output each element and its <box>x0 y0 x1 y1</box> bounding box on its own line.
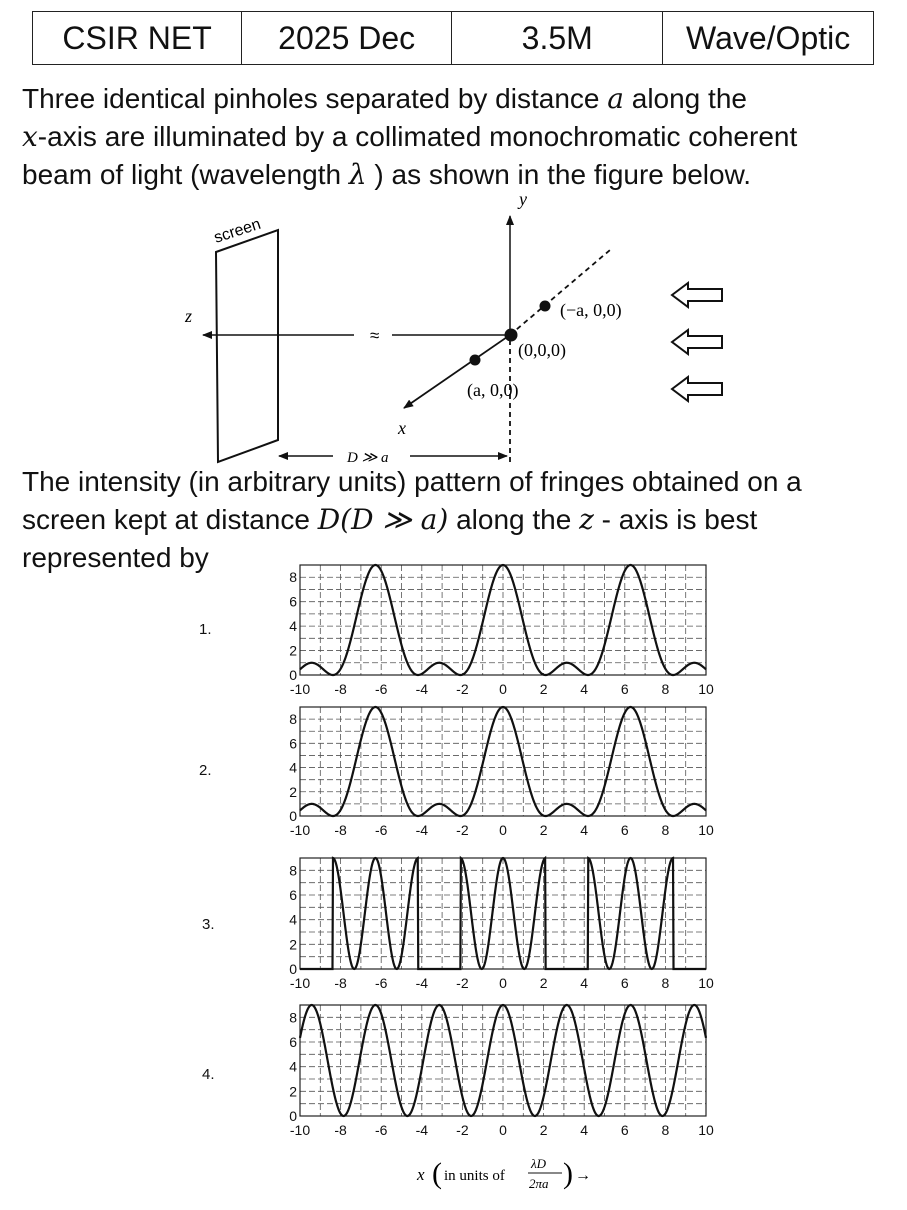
y-tick-label: 4 <box>289 911 297 928</box>
x-tick-label: 10 <box>698 1122 714 1138</box>
x-tick-label: -4 <box>415 975 429 991</box>
x-tick-label: 0 <box>499 1122 507 1138</box>
x-tick-label: 4 <box>580 975 589 991</box>
x-tick-label: 2 <box>539 822 548 838</box>
math-var: z <box>579 503 594 536</box>
y-tick-label: 0 <box>289 667 297 683</box>
point-neg-a-label: (−a, 0,0) <box>560 300 622 320</box>
y-tick-label: 8 <box>289 711 297 728</box>
x-tick-label: 0 <box>499 822 507 838</box>
caption-denominator: 2πa <box>529 1176 549 1191</box>
math-var: x <box>22 120 38 153</box>
x-tick-label: 10 <box>698 975 714 991</box>
y-tick-label: 0 <box>289 961 297 977</box>
x-tick-label: -6 <box>374 681 388 697</box>
x-tick-label: -2 <box>456 822 469 838</box>
x-tick-label: 0 <box>499 681 507 697</box>
x-tick-label: -10 <box>289 1122 311 1138</box>
x-tick-label: 4 <box>580 681 589 697</box>
x-tick-label: -8 <box>334 822 347 838</box>
text-span: ) as shown in the figure below. <box>366 159 752 190</box>
x-tick-label: 4 <box>580 822 589 838</box>
text-span: represented by <box>22 542 209 573</box>
x-tick-label: -10 <box>289 681 311 697</box>
y-tick-label: 2 <box>289 936 297 953</box>
x-tick-label: 10 <box>698 822 714 838</box>
x-tick-label: -8 <box>334 1122 347 1138</box>
option-label-2: 2. <box>199 762 212 779</box>
math-var: a <box>607 82 624 115</box>
y-tick-label: 8 <box>289 569 297 586</box>
text-span: screen kept at distance <box>22 504 318 535</box>
x-tick-label: -2 <box>456 975 469 991</box>
x-tick-label: -6 <box>374 1122 388 1138</box>
x-tick-label: 10 <box>698 681 714 697</box>
text-span: - axis is best <box>593 504 758 535</box>
x-tick-label: 8 <box>661 822 670 838</box>
math-var: λ <box>348 158 367 191</box>
y-tick-label: 8 <box>289 1009 297 1026</box>
caption-var: x <box>417 1165 425 1184</box>
option-label-1: 1. <box>199 621 212 638</box>
x-tick-label: -8 <box>334 681 347 697</box>
point-origin-label: (0,0,0) <box>518 340 566 360</box>
x-tick-label: 6 <box>620 975 629 991</box>
x-tick-label: 2 <box>539 975 548 991</box>
y-tick-label: 6 <box>289 1034 297 1050</box>
math-expr: D(D ≫ a) <box>317 503 449 536</box>
xaxis-caption <box>405 1150 595 1200</box>
distance-label: D ≫ a <box>347 450 389 466</box>
y-label: y <box>519 189 527 209</box>
x-tick-label: -2 <box>456 681 469 697</box>
y-tick-label: 4 <box>289 618 297 635</box>
y-tick-label: 0 <box>289 808 297 824</box>
exam-cell: CSIR NET <box>33 12 242 65</box>
x-tick-label: -4 <box>415 1122 429 1138</box>
x-tick-label: 8 <box>661 681 670 697</box>
x-tick-label: 8 <box>661 975 670 991</box>
caption-arrow: → <box>575 1167 591 1184</box>
x-label: x <box>398 418 406 438</box>
y-tick-label: 0 <box>289 1108 297 1124</box>
y-tick-label: 6 <box>289 593 297 610</box>
x-tick-label: -10 <box>289 975 311 991</box>
x-tick-label: -4 <box>415 822 429 838</box>
break-symbol: ≈ <box>370 326 380 345</box>
x-tick-label: 0 <box>499 975 507 991</box>
caption-numerator: λD <box>531 1156 547 1171</box>
x-tick-label: 2 <box>539 1122 548 1138</box>
option-label-4: 4. <box>202 1066 215 1083</box>
text-span: beam of light (wavelength <box>22 159 349 190</box>
text-span: Three identical pinholes separated by distance <box>22 83 608 114</box>
y-tick-label: 2 <box>289 783 297 800</box>
point-pos-a-label: (a, 0,0) <box>467 380 519 400</box>
screen-label: screen <box>211 215 263 247</box>
text-span: along the <box>448 504 580 535</box>
text-span: -axis are illuminated by a collimated monochromatic coherent <box>37 121 798 152</box>
x-tick-label: 6 <box>620 1122 629 1138</box>
x-tick-label: -8 <box>334 975 347 991</box>
caption-paren-right: ) <box>563 1157 573 1190</box>
y-tick-label: 2 <box>289 1083 297 1100</box>
caption-text: in units of <box>444 1168 505 1184</box>
x-tick-label: 6 <box>620 822 629 838</box>
text-span: The intensity (in arbitrary units) pattern of fringes obtained on a <box>22 466 802 497</box>
y-tick-label: 6 <box>289 735 297 752</box>
x-tick-label: -10 <box>289 822 311 838</box>
x-tick-label: -4 <box>415 681 429 697</box>
x-tick-label: -6 <box>374 822 388 838</box>
x-tick-label: 8 <box>661 1122 670 1138</box>
y-tick-label: 4 <box>289 1058 297 1075</box>
x-tick-label: 6 <box>620 681 629 697</box>
x-tick-label: -6 <box>374 975 388 991</box>
topic-cell: Wave/Optic <box>663 12 874 65</box>
x-tick-label: 2 <box>539 681 548 697</box>
y-tick-label: 2 <box>289 642 297 659</box>
x-tick-label: 4 <box>580 1122 589 1138</box>
y-tick-label: 8 <box>289 862 297 879</box>
caption-paren-left: ( <box>432 1157 442 1190</box>
z-label: z <box>185 306 193 326</box>
marks-cell: 3.5M <box>452 12 663 65</box>
text-span: along the <box>623 83 747 114</box>
x-tick-label: -2 <box>456 1122 469 1138</box>
option-label-3: 3. <box>202 916 215 933</box>
y-tick-label: 4 <box>289 759 297 776</box>
y-tick-label: 6 <box>289 887 297 903</box>
session-cell: 2025 Dec <box>242 12 452 65</box>
